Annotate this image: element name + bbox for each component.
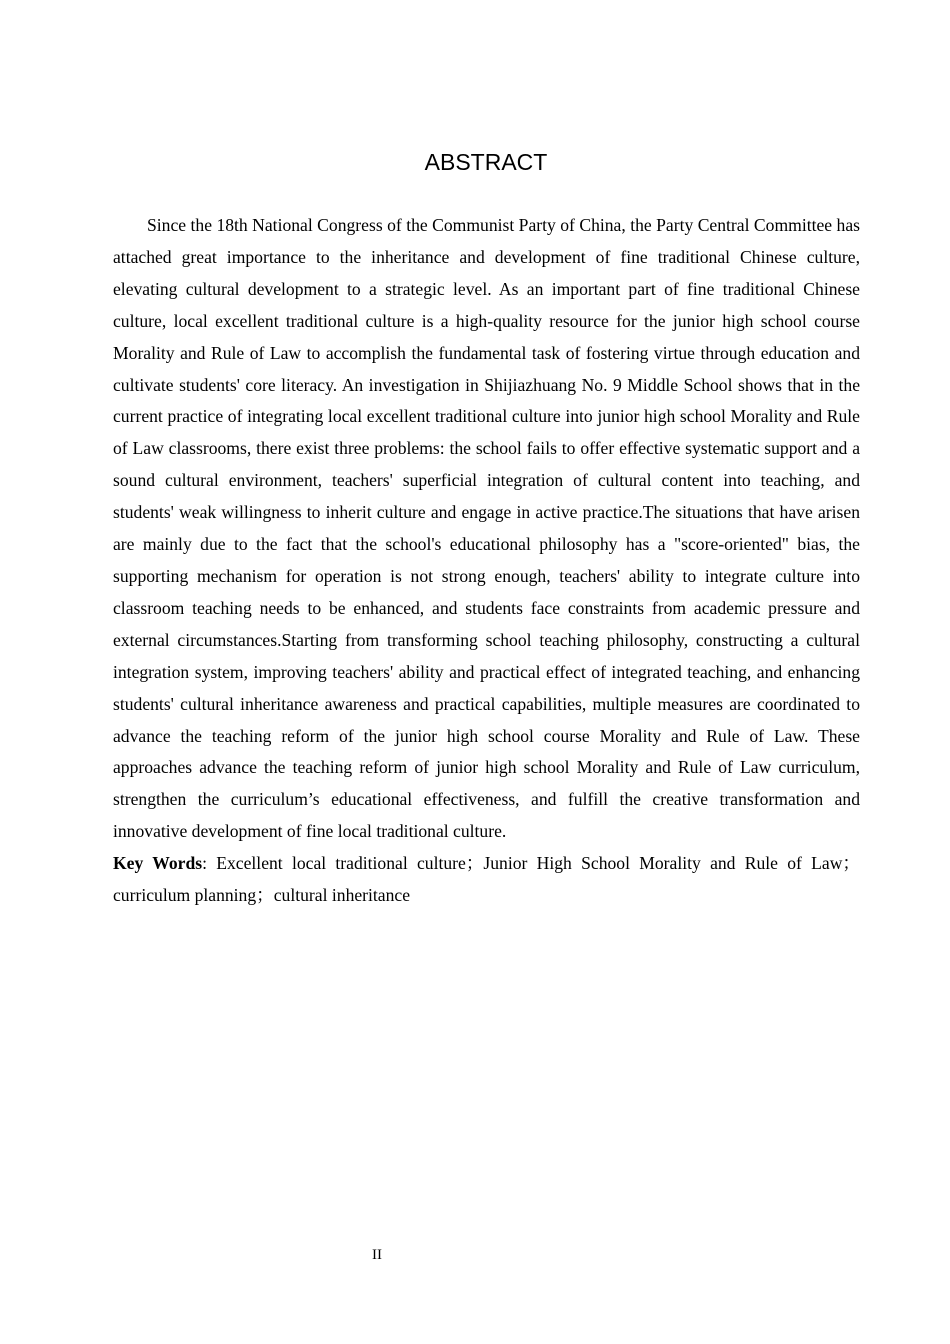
page-number: II (372, 1247, 382, 1263)
keywords-paragraph (113, 848, 860, 912)
abstract-body (113, 210, 860, 912)
keywords-label: Key Words (113, 853, 203, 874)
abstract-paragraph: Since the 18th National Congress of the Communist Party of China, the Party Central Committee has attached great importance to the inheritance and development of fine traditional Chinese culture, elevating cultural development to a strategic level. As an important part of fine traditional Chinese culture, local excellent traditional culture is a high-quality resource for the junior high school course Morality and Rule of Law to accomplish the fundamental task of fostering virtue through education and cultivate students' core literacy. An investigation in Shijiazhuang No. 9 Middle School shows that in the current practice of integrating local excellent traditional culture into junior high school Morality and Rule of Law classrooms, there exist three problems: the school fails to offer effective systematic support and a sound cultural environment, teachers' superficial integration of cultural content into teaching, and students' weak willingness to inherit culture and engage in active practice.The situations that have arisen are mainly due to the fact that the school's educational philosophy has a "score-oriented" bias, the supporting mechanism for operation is not strong enough, teachers' ability to integrate culture into classroom teaching needs to be enhanced, and students face constraints from academic pressure and external circumstances.Starting from transforming school teaching philosophy, constructing a cultural integration system, improving teachers' ability and practical effect of integrated teaching, and enhancing students' cultural inheritance awareness and practical capabilities, multiple measures are coordinated to advance the teaching reform of the junior high school course Morality and Rule of Law. These approaches advance the teaching reform of junior high school Morality and Rule of Law curriculum, strengthen the curriculum’s educational effectiveness, and fulfill the creative transformation and innovative development of fine local traditional culture. (113, 215, 860, 842)
keywords-text: : Excellent local traditional culture；Junior High School Morality and Rule of Law；curriculum planning；cultural inheritance (113, 853, 861, 906)
abstract-title: ABSTRACT (424, 149, 548, 175)
